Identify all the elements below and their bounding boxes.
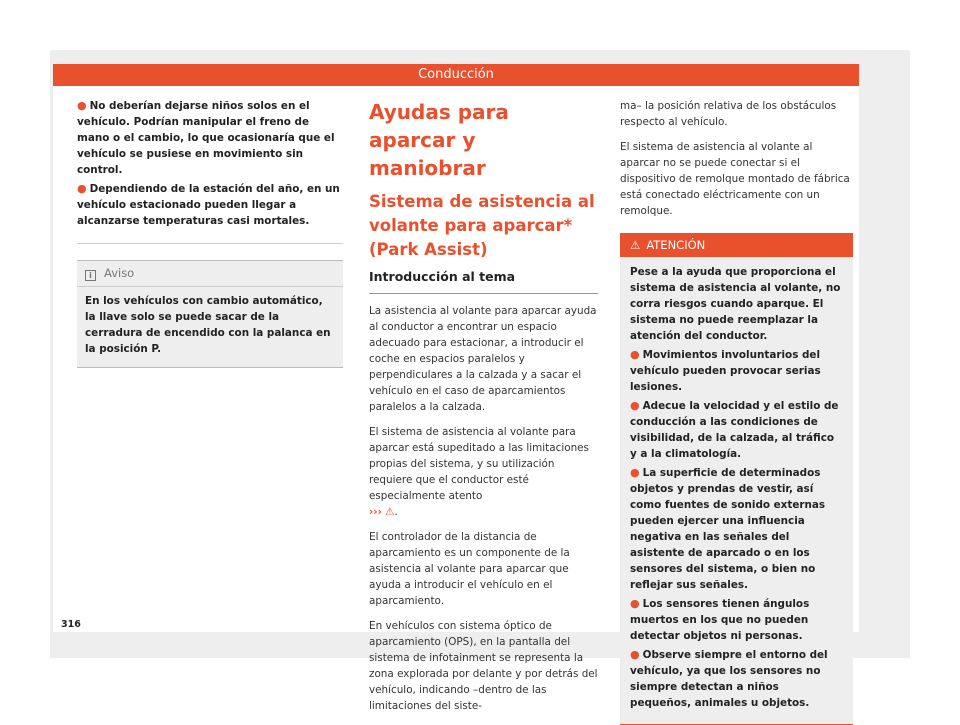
continue-arrow-icon: ››› bbox=[369, 506, 382, 518]
section-header: Conducción bbox=[53, 64, 859, 86]
bullet-icon: ● bbox=[77, 182, 87, 195]
warning-bullet: ● Dependiendo de la estación del año, en un vehículo estacionado pueden llegar a alcanzarse temperaturas casi mortales. bbox=[77, 182, 340, 227]
manual-page bbox=[53, 64, 859, 712]
aviso-header: i Aviso bbox=[77, 261, 343, 287]
atencion-body bbox=[620, 257, 853, 724]
bullet-icon: ● bbox=[630, 466, 640, 479]
warning-bullet: ● No deberían dejarse niños solos en el vehículo. Podrían manipular el freno de mano o el cambio, lo que ocasionaría que el vehículo se pusiese en movimiento sin control. bbox=[77, 99, 335, 176]
atencion-intro: Pese a la ayuda que proporciona el sistema de asistencia al volante, no corra riesgos cuando aparque. El sistema no puede reemplazar la atención del conductor. bbox=[630, 266, 841, 342]
paragraph: El sistema de asistencia al volante al aparcar no se puede conectar si el dispositivo de remolque montado de fábrica está conectado eléctricamente con un remolque. bbox=[620, 141, 850, 217]
warning-icon: ⚠ bbox=[630, 238, 641, 252]
section-title: Sistema de asistencia al volante para aparcar* (Park Assist) bbox=[369, 192, 595, 259]
paragraph: El sistema de asistencia al volante para aparcar está supeditado a las limitaciones propias del sistema, y su utilización requiere que el conductor esté especialmente atento ››› ⚠. bbox=[369, 426, 589, 518]
paragraph: La asistencia al volante para aparcar ayuda al conductor a encontrar un espacio adecuado para estacionar, a introducir el coche en espacios paralelos y perpendiculares a la calzada y a sacar el vehículo en el caso de aparcamientos paralelos a la calzada. bbox=[369, 305, 597, 413]
warning-icon: ⚠ bbox=[385, 506, 395, 518]
column-right bbox=[620, 98, 853, 725]
atencion-header: ⚠ ATENCIÓN bbox=[620, 233, 853, 257]
atencion-bullet: ● Adecue la velocidad y el estilo de conducción a las condiciones de visibilidad, de la calzada, al tráfico y a la climatología. bbox=[630, 399, 839, 460]
info-icon: i bbox=[85, 270, 96, 281]
subsection-title: Introducción al tema bbox=[369, 268, 598, 294]
aviso-box bbox=[77, 260, 343, 368]
paragraph: ma– la posición relativa de los obstáculos respecto al vehículo. bbox=[620, 100, 837, 128]
atencion-bullet: ● Observe siempre el entorno del vehículo, ya que los sensores no siempre detectan a niños pequeños, animales u objetos. bbox=[630, 648, 828, 709]
bullet-icon: ● bbox=[77, 99, 87, 112]
bullet-icon: ● bbox=[630, 348, 640, 361]
atencion-box bbox=[620, 233, 853, 725]
page-number: 316 bbox=[61, 619, 81, 630]
paragraph: En vehículos con sistema óptico de aparcamiento (OPS), en la pantalla del sistema de infotainment se representa la zona explorada por delante y por detrás del vehículo, indicando –dentro de las limitaciones del siste- bbox=[369, 620, 598, 712]
bullet-icon: ● bbox=[630, 648, 640, 661]
column-middle bbox=[369, 98, 598, 714]
bullet-icon: ● bbox=[630, 399, 640, 412]
warning-continuation bbox=[77, 98, 343, 244]
atencion-bullet: ● La superficie de determinados objetos y prendas de vestir, así como fuentes de sonido externas pueden ejercer una influencia negativa en las señales del asistente de aparcado o en los sensores del sistema, o bien no reflejar sus señales. bbox=[630, 466, 826, 591]
bullet-icon: ● bbox=[630, 597, 640, 610]
aviso-text: En los vehículos con cambio automático, la llave solo se puede sacar de la cerradura de encendido con la palanca en la posición P. bbox=[85, 295, 331, 355]
atencion-bullet: ● Los sensores tienen ángulos muertos en los que no pueden detectar objetos ni personas. bbox=[630, 597, 810, 642]
atencion-bullet: ● Movimientos involuntarios del vehículo pueden provocar serias lesiones. bbox=[630, 348, 821, 393]
column-left bbox=[77, 98, 343, 368]
paragraph: El controlador de la distancia de aparcamiento es un componente de la asistencia al volante para aparcar que ayuda a introducir el vehículo en el aparcamiento. bbox=[369, 531, 570, 607]
chapter-title: Ayudas para aparcar y maniobrar bbox=[369, 100, 509, 180]
